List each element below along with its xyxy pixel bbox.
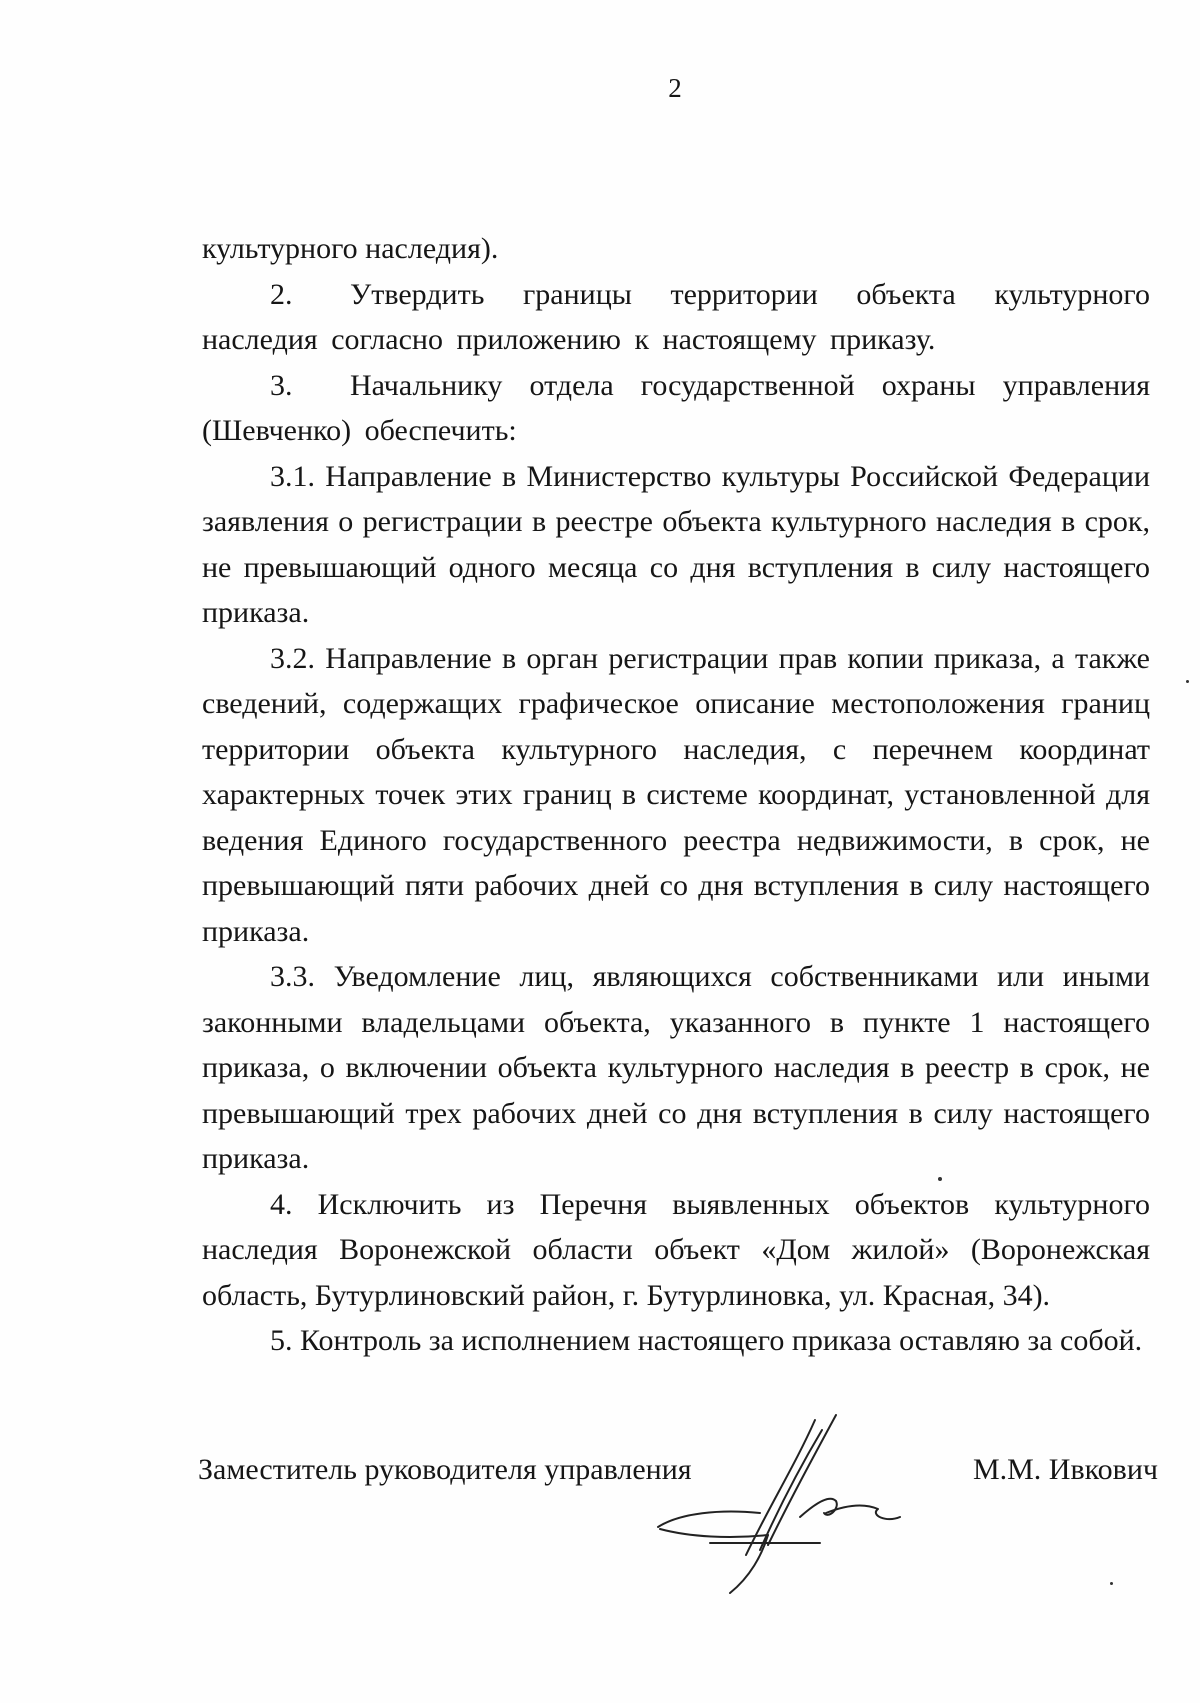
paragraph-3-2: 3.2. Направление в орган регистрации прав копии приказа, а также сведений, содержащих графическое описание местоположения границ территории объекта культурного наследия, с перечнем координат характерных точек этих границ в системе координат, установленной для ведения Единого государственного реестра недвижимости, в срок, не превышающий пяти рабочих дней со дня вступления в силу настоящего приказа. bbox=[202, 641, 1150, 948]
signature-block bbox=[198, 1450, 1158, 1510]
paragraph-3 bbox=[202, 363, 1150, 454]
paragraph-2-number: 2. bbox=[270, 277, 293, 311]
paragraph-3-text: Начальнику отдела государственной охраны управления (Шевченко) обеспечить: bbox=[202, 368, 1150, 447]
signatory-name: М.М. Ивкович bbox=[972, 1453, 1158, 1486]
paragraph-3-number: 3. bbox=[270, 368, 293, 402]
scan-speck bbox=[1186, 680, 1189, 683]
scan-speck bbox=[1110, 1582, 1113, 1585]
scan-speck bbox=[938, 1177, 942, 1181]
paragraph-3-1: 3.1. Направление в Министерство культуры Российской Федерации заявления о регистрации в реестре объекта культурного наследия в срок, не превышающий одного месяца со дня вступления в силу настоящего приказа. bbox=[202, 459, 1150, 629]
paragraph-continuation: культурного наследия). bbox=[202, 232, 499, 265]
signatory-position: Заместитель руководителя управления bbox=[198, 1453, 692, 1486]
paragraph-4: 4. Исключить из Перечня выявленных объектов культурного наследия Воронежской области объект «Дом жилой» (Воронежская область, Бутурлиновский район, г. Бутурлиновка, ул. Красная, 34). bbox=[202, 1187, 1150, 1312]
document-body bbox=[202, 226, 1150, 1364]
page-number: 2 bbox=[668, 73, 682, 103]
paragraph-2 bbox=[202, 272, 1150, 363]
paragraph-2-text: Утвердить границы территории объекта культурного наследия согласно приложению к настоящему приказу. bbox=[202, 277, 1150, 356]
paragraph-3-3: 3.3. Уведомление лиц, являющихся собственниками или иными законными владельцами объекта, указанного в пункте 1 настоящего приказа, о включении объекта культурного наследия в реестр в срок, не превышающий трех рабочих дней со дня вступления в силу настоящего приказа. bbox=[202, 960, 1150, 1175]
paragraph-5: 5. Контроль за исполнением настоящего приказа оставляю за собой. bbox=[270, 1324, 1143, 1357]
